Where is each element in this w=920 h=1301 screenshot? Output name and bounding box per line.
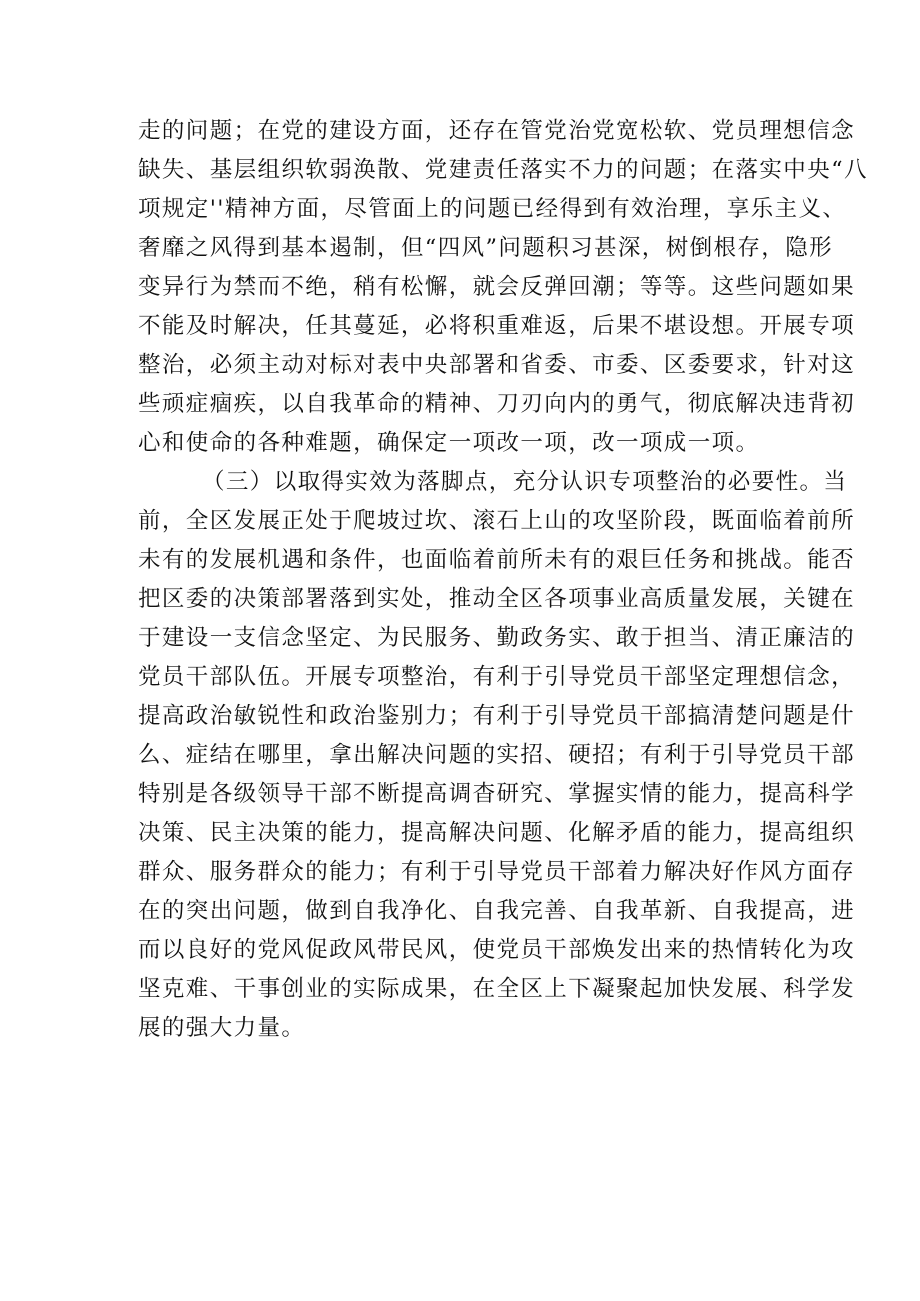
text-line: 决策、民主决策的能力，提高解决问题、化解矛盾的能力，提高组织 xyxy=(138,820,856,846)
text-line: 些顽症痼疾，以自我革命的精神、刀刃向内的勇气，彻底解决违背初 xyxy=(138,391,856,417)
text-line: 心和使命的各种难题，确保定一项改一项，改一项成一项。 xyxy=(138,430,760,456)
text-line: 奢靡之风得到基本遏制，但“四风”问题积习甚深，树倒根存，隐形 xyxy=(138,235,834,261)
text-line: 把区委的决策部署落到实处，推动全区各项事业高质量发展，关键在 xyxy=(138,586,856,612)
text-line: 不能及时解决，任其蔓延，必将积重难返，后果不堪设想。开展专项 xyxy=(138,313,856,339)
text-line: 党员干部队伍。开展专项整治，有利于引导党员干部坚定理想信念， xyxy=(138,664,856,690)
text-line: 项规定''精神方面，尽管面上的问题已经得到有效治理，享乐主义、 xyxy=(138,196,847,222)
section-heading-line: （三）以取得实效为落脚点，充分认识专项整治的必要性。当 xyxy=(202,469,848,495)
text-line: 变异行为禁而不绝，稍有松懈，就会反弹回潮；等等。这些问题如果 xyxy=(138,274,856,300)
text-line: 提高政治敏锐性和政治鉴别力；有利于引导党员干部搞清楚问题是什 xyxy=(138,703,856,729)
text-line: 么、症结在哪里，拿出解决问题的实招、硬招；有利于引导党员干部 xyxy=(138,742,856,768)
text-line: 特别是各级领导干部不断提高调杳研究、掌握实情的能力，提高科学 xyxy=(138,781,856,807)
text-line: 在的突出问题，做到自我净化、自我完善、自我革新、自我提高，进 xyxy=(138,898,856,924)
text-line: 展的强大力量。 xyxy=(138,1015,306,1041)
document-body xyxy=(138,112,868,1048)
text-line: 而以良好的党风促政风带民风，使党员干部焕发出来的热情转化为攻 xyxy=(138,937,856,963)
text-line: 于建设一支信念坚定、为民服务、勤政务实、敢于担当、清正廉洁的 xyxy=(138,625,856,651)
text-line: 未有的发展机遇和条件，也面临着前所未有的艰巨任务和挑战。能否 xyxy=(138,547,856,573)
text-line: 前，全区发展正处于爬坡过坎、滚石上山的攻坚阶段，既面临着前所 xyxy=(138,508,856,534)
text-line: 整治，必须主动对标对表中央部署和省委、市委、区委要求，针对这 xyxy=(138,352,856,378)
text-line: 走的问题；在党的建设方面，还存在管党治党宽松软、党员理想信念 xyxy=(138,118,856,144)
text-line: 缺失、基层组织软弱涣散、党建责任落实不力的问题；在落实中央“八 xyxy=(138,157,868,183)
text-line: 坚克难、干事创业的实际成果，在全区上下凝聚起加快发展、科学发 xyxy=(138,976,856,1002)
text-line: 群众、服务群众的能力；有利于引导党员干部着力解决好作风方面存 xyxy=(138,859,856,885)
